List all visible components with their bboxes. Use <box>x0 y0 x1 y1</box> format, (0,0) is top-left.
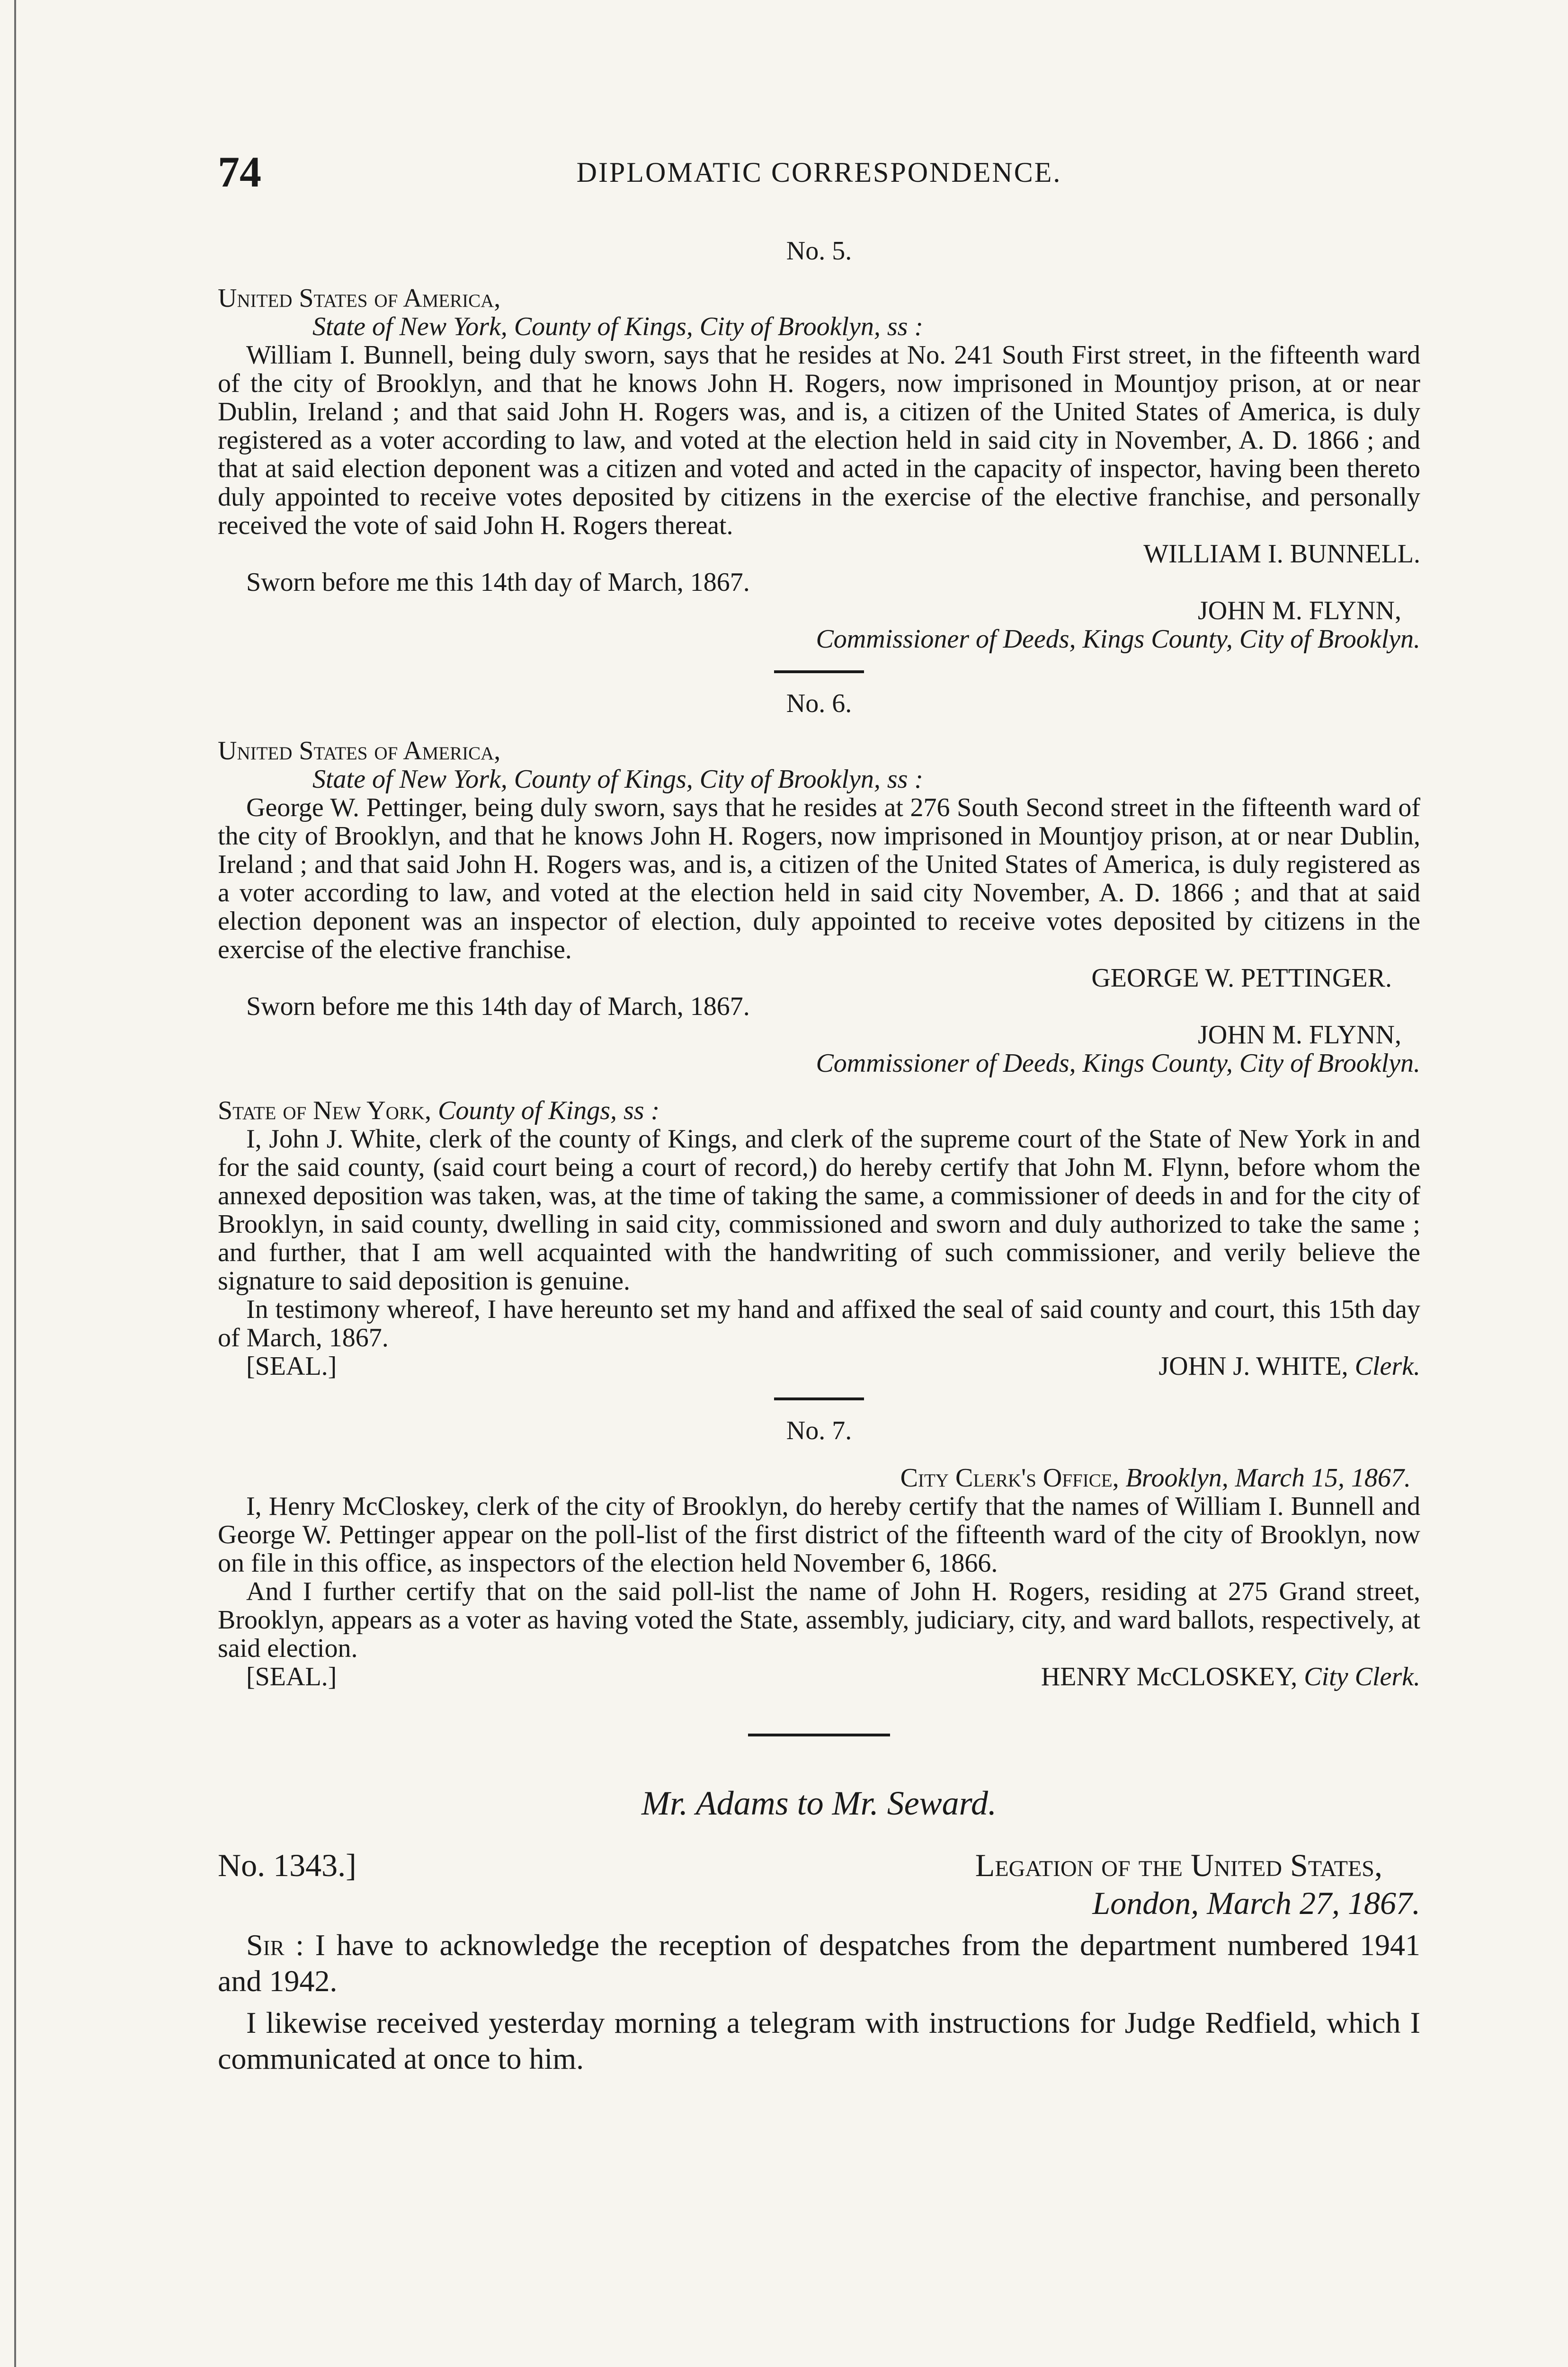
seal-mark: [SEAL.] <box>246 1662 337 1691</box>
letter-place-date: London, March 27, 1867. <box>1092 1885 1420 1921</box>
letter-title: Mr. Adams to Mr. Seward. <box>641 1784 997 1822</box>
commissioner-name-no5: JOHN M. FLYNN, <box>1198 596 1401 625</box>
sworn-line-no5: Sworn before me this 14th day of March, 1867. <box>246 568 750 597</box>
letter-paragraph-1-text: I have to acknowledge the reception of despatches from the department numbered 1941 and 1942. <box>218 1928 1421 1998</box>
clerk-testimony: In testimony whereof, I have hereunto set my hand and affixed the seal of said county and court, this 15th day of March, 1867. <box>218 1295 1420 1353</box>
city-clerk-certificate: I, Henry McCloskey, clerk of the city of Brooklyn, do hereby certify that the names of William I. Bunnell and George W. Pettinger appear on the poll-list of the first district of the fifteenth ward of the city of Brooklyn, now on file in this office, as inspectors of the election held November 6, 1866. <box>218 1492 1420 1578</box>
city-clerk-signature-line <box>218 1663 1420 1691</box>
clerk-certificate-body: I, John J. White, clerk of the county of Kings, and clerk of the supreme court of the State of New York in and for the said county, (said court being a court of record,) do hereby certify that John M. Flynn, before whom the annexed deposition was taken, was, at the time of taking the same, a commissioner of deeds in and for the city of Brooklyn, in said county, dwelling in said city, commissioned and sworn and duly authorized to take the same ; and further, that I am well acquainted with the handwriting of such commissioner, and verily believe the signature to said deposition is genuine. <box>218 1124 1420 1296</box>
clerk-name: JOHN J. WHITE, <box>1158 1352 1348 1381</box>
city-clerk-signature <box>1041 1663 1420 1691</box>
office-name: City Clerk's Office, <box>900 1463 1119 1493</box>
city-clerk-further-certificate: And I further certify that on the said poll-list the name of John H. Rogers, residing at 275 Grand street, Brooklyn, appears as a voter as having voted the State, assembly, judiciary, city, and ward ballots, respectively, at said election. <box>218 1577 1420 1663</box>
page-number: 74 <box>218 148 261 196</box>
office-place-date: Brooklyn, March 15, 1867. <box>1125 1463 1411 1493</box>
seal-mark: [SEAL.] <box>246 1352 337 1381</box>
deposition-body-no6: George W. Pettinger, being duly sworn, says that he resides at 276 South Second street in the fifteenth ward of the city of Brooklyn, and that he knows John H. Rogers, now imprisoned in Mountjoy prison, at or near Dublin, Ireland ; and that said John H. Rogers was, and is, a citizen of the United States of America, is duly registered as a voter according to law, and voted at the election held in said city November, A. D. 1866 ; and that at said election deponent was an inspector of election, duly appointed to receive votes deposited by citizens in the exercise of the elective franchise. <box>218 793 1420 964</box>
salutation: Sir : <box>246 1928 304 1962</box>
clerk-signature <box>1158 1352 1420 1380</box>
sworn-line-no6: Sworn before me this 14th day of March, 1867. <box>246 992 750 1021</box>
letter-paragraph-1 <box>218 1927 1420 1999</box>
letter-divider <box>748 1734 890 1736</box>
signature-no6: GEORGE W. PETTINGER. <box>1091 963 1392 993</box>
despatch-number: No. 1343.] <box>218 1847 356 1883</box>
clerk-venue-state: State of New York, <box>218 1096 431 1125</box>
document-page <box>218 118 1420 2077</box>
commissioner-title-no5: Commissioner of Deeds, Kings County, City of Brooklyn. <box>816 624 1420 654</box>
venue-detail-no6: State of New York, County of Kings, City of Brooklyn, ss : <box>312 765 924 794</box>
clerk-venue-county: County of Kings, ss : <box>437 1096 660 1125</box>
legation-name: Legation of the United States, <box>975 1847 1382 1883</box>
section-heading-no6: No. 6. <box>786 689 852 718</box>
section-divider <box>774 1397 864 1400</box>
city-clerk-title: City Clerk. <box>1304 1662 1420 1691</box>
venue-line-no5: United States of America, <box>218 284 501 313</box>
commissioner-title-no6: Commissioner of Deeds, Kings County, City of Brooklyn. <box>816 1049 1420 1078</box>
letter-heading <box>218 1847 1420 1927</box>
clerk-venue <box>218 1096 1420 1125</box>
section-heading-no5: No. 5. <box>786 236 852 266</box>
venue-line-no6: United States of America, <box>218 736 501 765</box>
venue-detail-no5: State of New York, County of Kings, City of Brooklyn, ss : <box>312 312 924 341</box>
page-edge-rule <box>14 0 16 2367</box>
deposition-body-no5: William I. Bunnell, being duly sworn, says that he resides at No. 241 South First street, in the fifteenth ward of the city of Brooklyn, and that he knows John H. Rogers, now imprisoned in Mountjoy prison, at or near Dublin, Ireland ; and that said John H. Rogers was, and is, a citizen of the United States of America, is duly registered as a voter according to law, and voted at the election held in said city in November, A. D. 1866 ; and that at said election deponent was a citizen and voted and acted in the capacity of inspector, having been thereto duly appointed to receive votes deposited by citizens in the exercise of the elective franchise, and personally received the vote of said John H. Rogers thereat. <box>218 340 1420 540</box>
page-header <box>218 118 1420 196</box>
signature-no5: WILLIAM I. BUNNELL. <box>1143 539 1420 569</box>
running-head: DIPLOMATIC CORRESPONDENCE. <box>576 157 1062 188</box>
section-heading-no7: No. 7. <box>786 1416 852 1445</box>
clerk-title: Clerk. <box>1354 1352 1420 1381</box>
commissioner-name-no6: JOHN M. FLYNN, <box>1198 1020 1401 1050</box>
letter-paragraph-2: I likewise received yesterday morning a telegram with instructions for Judge Redfield, which I communicated at once to him. <box>218 2006 1420 2075</box>
city-clerk-office-line <box>218 1464 1420 1492</box>
clerk-signature-line <box>218 1352 1420 1380</box>
city-clerk-name: HENRY McCLOSKEY, <box>1041 1662 1298 1691</box>
section-divider <box>774 670 864 673</box>
